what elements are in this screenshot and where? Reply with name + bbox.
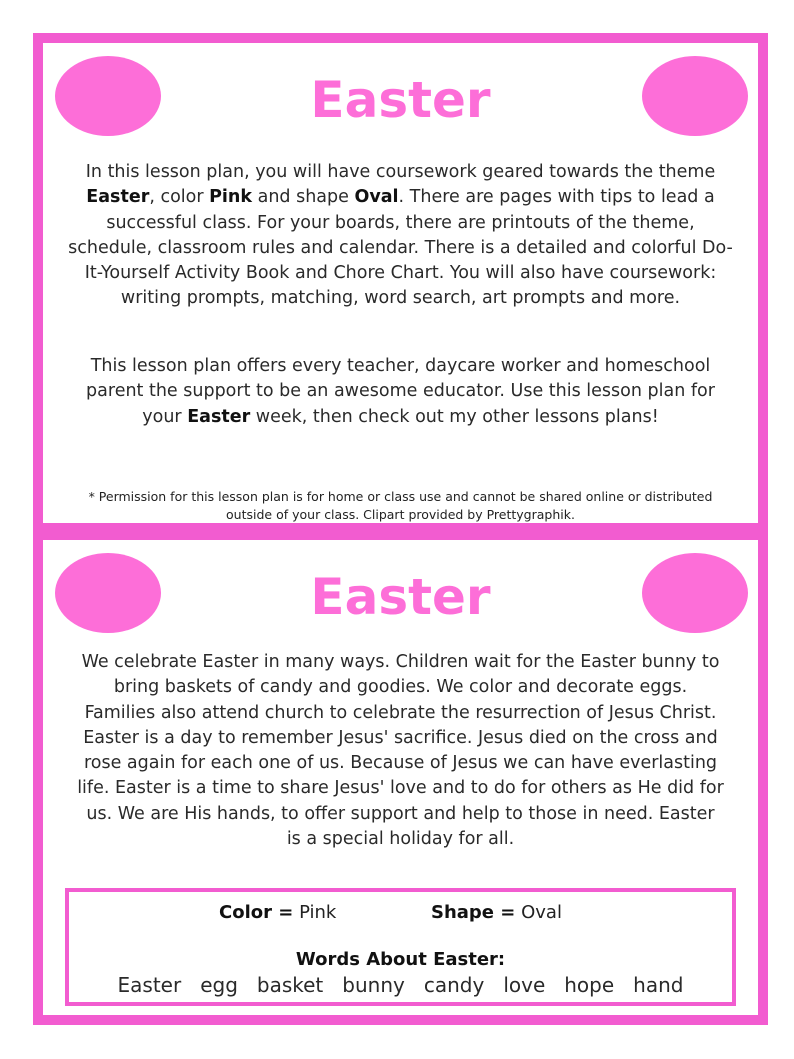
word-item: Easter <box>117 973 182 997</box>
easter-description: We celebrate Easter in many ways. Children wait for the Easter bunny to bring baskets of candy and goodies. We color and decorate eggs. Families also attend church to celebrate the resurrection of Jesus Christ. Easter is a day to remember Jesus' sacrifice. Jesus died on the cross and rose again for each one of us. Because of Jesus we can have everlasting life. Easter is a time to share Jesus' love and to do for others as He did for us. We are His hands, to offer support and help to those in need. Easter is a special holiday for all. <box>77 652 724 850</box>
color-label: Color = <box>219 902 294 923</box>
support-week: Easter <box>187 406 251 427</box>
word-item: egg <box>200 973 238 997</box>
theme-summary-box <box>65 888 736 1006</box>
words-title: Words About Easter: <box>295 949 506 970</box>
permission-note: * Permission for this lesson plan is for home or class use and cannot be shared online or distributed outside of your class. Clipart provided by Prettygraphik. <box>88 489 713 522</box>
page-title: Easter <box>310 71 491 129</box>
intro-color: Pink <box>209 187 253 208</box>
section-title: Easter <box>310 568 491 626</box>
word-item: hand <box>633 973 684 997</box>
word-item: bunny <box>342 973 405 997</box>
support-paragraph <box>65 354 736 430</box>
word-item: hope <box>564 973 615 997</box>
intro-shape: Oval <box>354 187 399 208</box>
intro-text-3: and shape <box>252 187 355 208</box>
words-list <box>69 972 732 998</box>
word-item: basket <box>256 973 324 997</box>
intro-theme: Easter <box>86 187 150 208</box>
support-text-1: This lesson plan offers every teacher, daycare worker and homeschool parent the support to be an awesome educator. Use this lesson plan for your <box>86 356 715 427</box>
shape-info <box>431 900 562 926</box>
intro-text-4: . There are pages with tips to lead a successful class. For your boards, there are printouts of the theme, schedule, classroom rules and calendar. There is a detailed and colorful Do-It-Yourself Activity Book and Chore Chart. You will also have coursework: writing prompts, matching, word search, art prompts and more. <box>68 187 733 309</box>
color-info <box>219 900 336 926</box>
intro-text-1: In this lesson plan, you will have coursework geared towards the theme <box>85 162 716 182</box>
support-text-2: week, then check out my other lessons plans! <box>250 406 659 427</box>
word-item: love <box>503 973 546 997</box>
word-item: candy <box>423 973 485 997</box>
shape-value: Oval <box>515 902 562 923</box>
easter-info-panel <box>33 530 768 1025</box>
color-shape-row <box>69 900 732 926</box>
shape-label: Shape = <box>431 902 516 923</box>
lesson-plan-panel <box>33 33 768 533</box>
intro-paragraph <box>65 160 736 312</box>
color-value: Pink <box>293 902 337 923</box>
intro-text-2: , color <box>149 187 210 208</box>
